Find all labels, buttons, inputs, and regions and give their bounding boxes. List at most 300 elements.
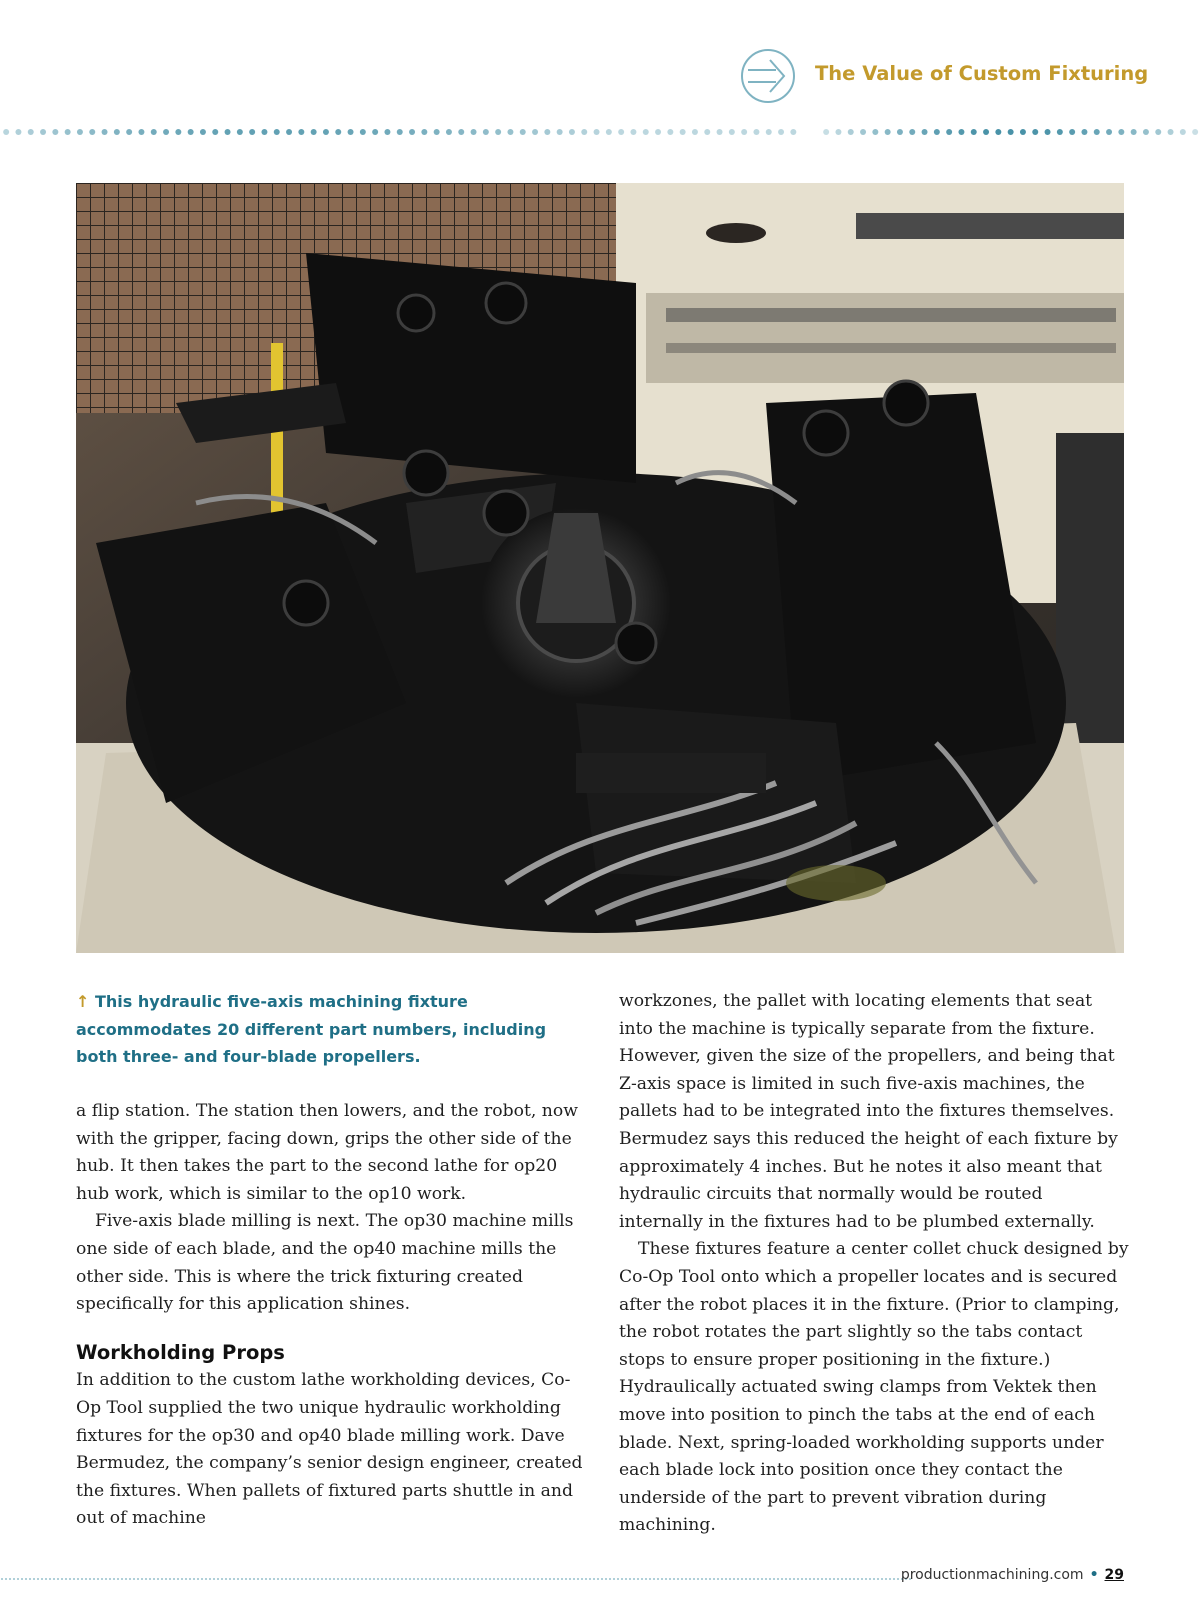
dot [501, 1578, 503, 1580]
dot [357, 1578, 359, 1580]
dot [348, 129, 354, 135]
dot [613, 1578, 615, 1580]
paragraph: These fixtures feature a center collet chuck designed by Co-Op Tool onto which a propeller locates and is secured after the robot places it in the fixture. (Prior to clamping, the robot rotates the part slightly so the tabs contact stops to ensure proper positioning in the fixture.) Hydraulically actuated swing clamps from Vektek then move into position to pinch the tabs at the end of each blade. Next, spring-loaded workholding supports under each blade lock into position once they contact the underside of the part to prevent vibration during machining. [619, 1239, 1129, 1536]
dot [766, 129, 772, 135]
dot [537, 1578, 539, 1580]
dot [353, 1578, 355, 1580]
dot [25, 1578, 27, 1580]
dot [237, 1578, 239, 1580]
dot [465, 1578, 467, 1580]
dot [507, 129, 513, 135]
dot [175, 129, 181, 135]
dot [425, 1578, 427, 1580]
dot [897, 1578, 899, 1580]
dot [1131, 129, 1137, 135]
dot [585, 1578, 587, 1580]
dot [185, 1578, 187, 1580]
dot [77, 129, 83, 135]
dot [29, 1578, 31, 1580]
dot [495, 129, 501, 135]
dot [745, 1578, 747, 1580]
dot [605, 1578, 607, 1580]
dot [717, 1578, 719, 1580]
dot [1094, 129, 1100, 135]
dot [385, 1578, 387, 1580]
dot [73, 1578, 75, 1580]
dot [28, 129, 34, 135]
dot [181, 1578, 183, 1580]
dot [753, 1578, 755, 1580]
dot [421, 129, 427, 135]
dot [349, 1578, 351, 1580]
dot [529, 1578, 531, 1580]
dot [213, 1578, 215, 1580]
dot [446, 129, 452, 135]
dot [173, 1578, 175, 1580]
dot [421, 1578, 423, 1580]
dot [305, 1578, 307, 1580]
dot [457, 1578, 459, 1580]
dot [833, 1578, 835, 1580]
dot [749, 1578, 751, 1580]
dot [557, 129, 563, 135]
dot [361, 1578, 363, 1580]
dot [5, 1578, 7, 1580]
dot [697, 1578, 699, 1580]
dot [217, 1578, 219, 1580]
dot [785, 1578, 787, 1580]
dot [257, 1578, 259, 1580]
dot [983, 129, 989, 135]
dot [693, 1578, 695, 1580]
dot [369, 1578, 371, 1580]
dot [329, 1578, 331, 1580]
footer-site[interactable]: productionmachining.com [900, 1567, 1084, 1583]
dot [801, 1578, 803, 1580]
dot [1032, 129, 1038, 135]
dot [665, 1578, 667, 1580]
dot [857, 1578, 859, 1580]
dot [893, 1578, 895, 1580]
dot [809, 1578, 811, 1580]
dot [163, 129, 169, 135]
dot [109, 1578, 111, 1580]
dot [105, 1578, 107, 1580]
dot [233, 1578, 235, 1580]
dot [285, 1578, 287, 1580]
dot [649, 1578, 651, 1580]
dot [141, 1578, 143, 1580]
dot [525, 1578, 527, 1580]
arrow-up-icon: ↑ [76, 992, 90, 1011]
dot [113, 1578, 115, 1580]
dot [577, 1578, 579, 1580]
paragraph: a flip station. The station then lowers, and the robot, now with the gripper, facing down, grips the other side of the hub. It then takes the part to the second lathe for op20 hub work, which is similar to the op10 work. [76, 1101, 578, 1204]
dot [1069, 129, 1075, 135]
dot [89, 1578, 91, 1580]
body-column-left [76, 1098, 588, 1533]
dot [825, 1578, 827, 1580]
dot [618, 129, 624, 135]
dot [505, 1578, 507, 1580]
dot [922, 129, 928, 135]
dot [653, 1578, 655, 1580]
dot [889, 1578, 891, 1580]
subheading: Workholding Props [76, 1340, 285, 1364]
dot [606, 129, 612, 135]
dot [393, 1578, 395, 1580]
dotted-rule-right [820, 124, 1200, 140]
dot [65, 1578, 67, 1580]
dot [621, 1578, 623, 1580]
dot [573, 1578, 575, 1580]
dot [209, 1578, 211, 1580]
dot [381, 1578, 383, 1580]
dot [1143, 129, 1149, 135]
footer-separator: • [1089, 1567, 1099, 1583]
dot [409, 1578, 411, 1580]
dot [717, 129, 723, 135]
dot [885, 129, 891, 135]
dot [221, 1578, 223, 1580]
dot [630, 129, 636, 135]
caption-text: This hydraulic five-axis machining fixture accommodates 20 different part numbers, including both three- and four-blade propellers. [76, 992, 547, 1066]
dot [317, 1578, 319, 1580]
dot [205, 1578, 207, 1580]
dot [849, 1578, 851, 1580]
dot [37, 1578, 39, 1580]
dot [897, 129, 903, 135]
dot [52, 129, 58, 135]
dot [885, 1578, 887, 1580]
dot [61, 1578, 63, 1580]
dot [872, 129, 878, 135]
dot [553, 1578, 555, 1580]
paragraph: workzones, the pallet with locating elements that seat into the machine is typically separate from the fixture. However, given the size of the propellers, and being that Z-axis space is limited in such five-axis machines, the pallets had to be integrated into the fixtures themselves. Bermudez says this reduced the height of each fixture by approximately 4 inches. But he notes it also meant that hydraulic circuits that normally would be routed internally in the fixtures had to be plumbed externally. [619, 991, 1118, 1232]
dot [1057, 129, 1063, 135]
dot [473, 1578, 475, 1580]
dot [729, 1578, 731, 1580]
dot [85, 1578, 87, 1580]
dot [625, 1578, 627, 1580]
dot [433, 1578, 435, 1580]
dot [441, 1578, 443, 1580]
dot [569, 129, 575, 135]
dot [641, 1578, 643, 1580]
dot [453, 1578, 455, 1580]
dot [845, 1578, 847, 1580]
dot [21, 1578, 23, 1580]
dot [741, 129, 747, 135]
dot [821, 1578, 823, 1580]
dot [335, 129, 341, 135]
dot [225, 129, 231, 135]
dot [769, 1578, 771, 1580]
dot [909, 129, 915, 135]
body-column-right [619, 988, 1131, 1540]
dot [337, 1578, 339, 1580]
dot [669, 1578, 671, 1580]
dot [561, 1578, 563, 1580]
dot [417, 1578, 419, 1580]
dot [77, 1578, 79, 1580]
dot [309, 1578, 311, 1580]
dot [533, 1578, 535, 1580]
dot [469, 1578, 471, 1580]
dot [40, 129, 46, 135]
dot [121, 1578, 123, 1580]
page-number: 29 [1104, 1567, 1124, 1583]
dot [57, 1578, 59, 1580]
dot [201, 1578, 203, 1580]
dot [685, 1578, 687, 1580]
dot [325, 1578, 327, 1580]
dot [193, 1578, 195, 1580]
dot [197, 1578, 199, 1580]
paragraph: In addition to the custom lathe workholding devices, Co-Op Tool supplied the two unique hydraulic workholding fixtures for the op30 and op40 blade milling work. Dave Bermudez, the company’s senior design engineer, created the fixtures. When pallets of fixtured parts shuttle in and out of machine [76, 1370, 583, 1529]
dot [89, 129, 95, 135]
dot [549, 1578, 551, 1580]
dot [17, 1578, 19, 1580]
dot [1020, 129, 1026, 135]
dot [829, 1578, 831, 1580]
dot [45, 1578, 47, 1580]
arrow-right-circle-icon [740, 48, 796, 104]
dot [629, 1578, 631, 1580]
dot [581, 129, 587, 135]
dot [865, 1578, 867, 1580]
dot [274, 129, 280, 135]
dot [837, 1578, 839, 1580]
fixture-photo [76, 183, 1124, 953]
dot [517, 1578, 519, 1580]
dot [841, 1578, 843, 1580]
dot [15, 129, 21, 135]
dot [853, 1578, 855, 1580]
dot [161, 1578, 163, 1580]
dot [249, 129, 255, 135]
dot [153, 1578, 155, 1580]
dot [545, 1578, 547, 1580]
dot [946, 129, 952, 135]
dot [860, 129, 866, 135]
dot [3, 129, 9, 135]
dot [848, 129, 854, 135]
dot [261, 129, 267, 135]
dot [125, 1578, 127, 1580]
dot [101, 1578, 103, 1580]
dot [709, 1578, 711, 1580]
dot [729, 129, 735, 135]
dot [401, 1578, 403, 1580]
dot [301, 1578, 303, 1580]
dot [33, 1578, 35, 1580]
dot [389, 1578, 391, 1580]
dot [458, 129, 464, 135]
dot [269, 1578, 271, 1580]
dot [1, 1578, 3, 1580]
dot [673, 1578, 675, 1580]
dot [65, 129, 71, 135]
dot [13, 1578, 15, 1580]
dot [777, 1578, 779, 1580]
dot [643, 129, 649, 135]
dot [129, 1578, 131, 1580]
dot [373, 1578, 375, 1580]
dot [249, 1578, 251, 1580]
dot [145, 1578, 147, 1580]
dot [861, 1578, 863, 1580]
dot [637, 1578, 639, 1580]
dot [1180, 129, 1186, 135]
dot [405, 1578, 407, 1580]
dot [721, 1578, 723, 1580]
dot [449, 1578, 451, 1580]
page-footer [901, 1567, 1124, 1583]
dot [483, 129, 489, 135]
dot [1168, 129, 1174, 135]
dot [377, 1578, 379, 1580]
dot [823, 129, 829, 135]
dot [293, 1578, 295, 1580]
dot [81, 1578, 83, 1580]
dot [117, 1578, 119, 1580]
dot [9, 1578, 11, 1580]
dot [114, 129, 120, 135]
dot [281, 1578, 283, 1580]
dot [311, 129, 317, 135]
dot [225, 1578, 227, 1580]
dot [958, 129, 964, 135]
dot [704, 129, 710, 135]
dot [509, 1578, 511, 1580]
dot [657, 1578, 659, 1580]
dot [273, 1578, 275, 1580]
dot [741, 1578, 743, 1580]
dot [520, 129, 526, 135]
dot [241, 1578, 243, 1580]
dot [133, 1578, 135, 1580]
dot [372, 129, 378, 135]
dot [485, 1578, 487, 1580]
dot [345, 1578, 347, 1580]
dot [565, 1578, 567, 1580]
dot [212, 129, 218, 135]
dot [177, 1578, 179, 1580]
dot [757, 1578, 759, 1580]
dot [737, 1578, 739, 1580]
dot [157, 1578, 159, 1580]
dot [1106, 129, 1112, 135]
dot [680, 129, 686, 135]
dot [713, 1578, 715, 1580]
dot [753, 129, 759, 135]
dot [409, 129, 415, 135]
dot [102, 129, 108, 135]
dot [617, 1578, 619, 1580]
dot [41, 1578, 43, 1580]
dot [677, 1578, 679, 1580]
dot [701, 1578, 703, 1580]
dot [360, 129, 366, 135]
dot [93, 1578, 95, 1580]
dot [881, 1578, 883, 1580]
dotted-rule-left [0, 124, 800, 140]
dot [877, 1578, 879, 1580]
dot [581, 1578, 583, 1580]
dot [689, 1578, 691, 1580]
dot [397, 129, 403, 135]
dot [497, 1578, 499, 1580]
dot [169, 1578, 171, 1580]
dot [633, 1578, 635, 1580]
dot [261, 1578, 263, 1580]
dot [253, 1578, 255, 1580]
dot [341, 1578, 343, 1580]
dot [594, 129, 600, 135]
dot [200, 129, 206, 135]
dot [471, 129, 477, 135]
dot [1008, 129, 1014, 135]
dot [69, 1578, 71, 1580]
dot [289, 1578, 291, 1580]
dot [813, 1578, 815, 1580]
dot [789, 1578, 791, 1580]
dot [189, 1578, 191, 1580]
dot [137, 1578, 139, 1580]
dot [873, 1578, 875, 1580]
dot [544, 129, 550, 135]
dot [781, 1578, 783, 1580]
dot [532, 129, 538, 135]
dot [765, 1578, 767, 1580]
dot [761, 1578, 763, 1580]
dot [797, 1578, 799, 1580]
dot [245, 1578, 247, 1580]
dot [151, 129, 157, 135]
dot [805, 1578, 807, 1580]
dot [597, 1578, 599, 1580]
dot [995, 129, 1001, 135]
dot [384, 129, 390, 135]
dot [413, 1578, 415, 1580]
section-title: The Value of Custom Fixturing [815, 62, 1149, 85]
dot [237, 129, 243, 135]
dot [557, 1578, 559, 1580]
dot [773, 1578, 775, 1580]
dot [461, 1578, 463, 1580]
dot [298, 129, 304, 135]
dot [97, 1578, 99, 1580]
dot [593, 1578, 595, 1580]
dot [1118, 129, 1124, 135]
dot [601, 1578, 603, 1580]
dot [869, 1578, 871, 1580]
dot [971, 129, 977, 135]
dot [681, 1578, 683, 1580]
dot [429, 1578, 431, 1580]
dot [661, 1578, 663, 1580]
dot [725, 1578, 727, 1580]
dot [1192, 129, 1198, 135]
dot [297, 1578, 299, 1580]
dot [138, 129, 144, 135]
dot [286, 129, 292, 135]
dot [188, 129, 194, 135]
dot [165, 1578, 167, 1580]
dot [705, 1578, 707, 1580]
dot [1155, 129, 1161, 135]
